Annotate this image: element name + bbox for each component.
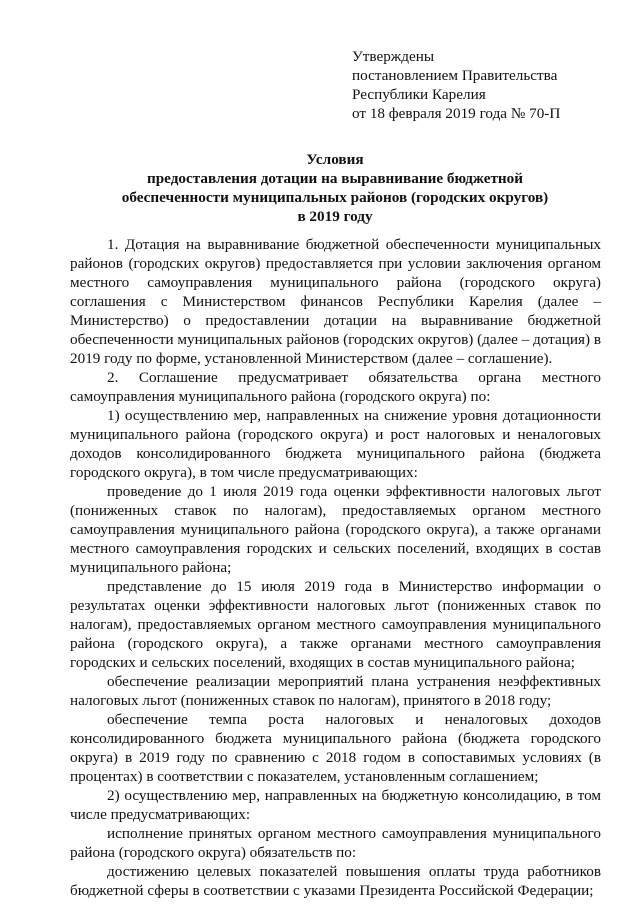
- approval-line: от 18 февраля 2019 года № 70-П: [352, 105, 561, 122]
- title-line: Условия: [306, 151, 364, 168]
- paragraph: обеспечение темпа роста налоговых и неналоговых доходов консолидированного бюджета муниципального района (бюджета городского округа) в 2019 году по сравнению с 2018 годом в сопоставимых условиях (в процентах) в соответствии с показателем, установленным соглашением;: [70, 711, 601, 785]
- title-line: обеспеченности муниципальных районов (городских округов): [121, 189, 549, 206]
- paragraph: 1) осуществлению мер, направленных на снижение уровня дотационности муниципального района (городского округа) и рост налоговых и неналоговых доходов консолидированного бюджета муниципального района (бюджета городского округа), в том числе предусматривающих:: [70, 407, 601, 481]
- title-line: предоставления дотации на выравнивание бюджетной: [146, 170, 524, 187]
- paragraph: проведение до 1 июля 2019 года оценки эффективности налоговых льгот (пониженных ставок по налогам), предоставляемых органом местного самоуправления муниципального района (городского округа), а также органами местного самоуправления городских и сельских поселений, входящих в состав муниципального района;: [70, 483, 601, 576]
- paragraph: 2) осуществлению мер, направленных на бюджетную консолидацию, в том числе предусматривающих:: [70, 787, 601, 823]
- title-line: в 2019 году: [297, 208, 373, 225]
- approval-stamp: [352, 47, 622, 123]
- paragraph: исполнение принятых органом местного самоуправления муниципального района (городского округа) обязательств по:: [70, 825, 601, 861]
- approval-line: постановлением Правительства: [352, 67, 558, 84]
- paragraph: 1. Дотация на выравнивание бюджетной обеспеченности муниципальных районов (городских округов) предоставляется при условии заключения органом местного самоуправления муниципального района (городского округа) соглашения с Министерством финансов Республики Карелия (далее – Министерство) о предоставлении дотации на выравнивание бюджетной обеспеченности муниципальных районов (городских округов) (далее – дотация) в 2019 году по форме, установленной Министерством (далее – соглашение).: [70, 236, 601, 367]
- paragraph: обеспечение реализации мероприятий плана устранения неэффективных налоговых льгот (пониженных ставок по налогам), принятого в 2018 году;: [70, 673, 601, 709]
- paragraph: 2. Соглашение предусматривает обязательства органа местного самоуправления муниципального района (городского округа) по:: [70, 369, 601, 405]
- document-body: [70, 235, 601, 900]
- paragraph: достижению целевых показателей повышения оплаты труда работников бюджетной сферы в соответствии с указами Президента Российской Федерации;: [70, 863, 601, 899]
- approval-line: Республики Карелия: [352, 86, 486, 103]
- approval-line: Утверждены: [352, 48, 435, 65]
- document-title: [70, 150, 600, 226]
- paragraph: представление до 15 июля 2019 года в Министерство информации о результатах оценки эффективности налоговых льгот (пониженных ставок по налогам), предоставляемых органом местного самоуправления муниципального района (городского округа), а также органами местного самоуправления городских и сельских поселений, входящих в состав муниципального района;: [70, 578, 601, 671]
